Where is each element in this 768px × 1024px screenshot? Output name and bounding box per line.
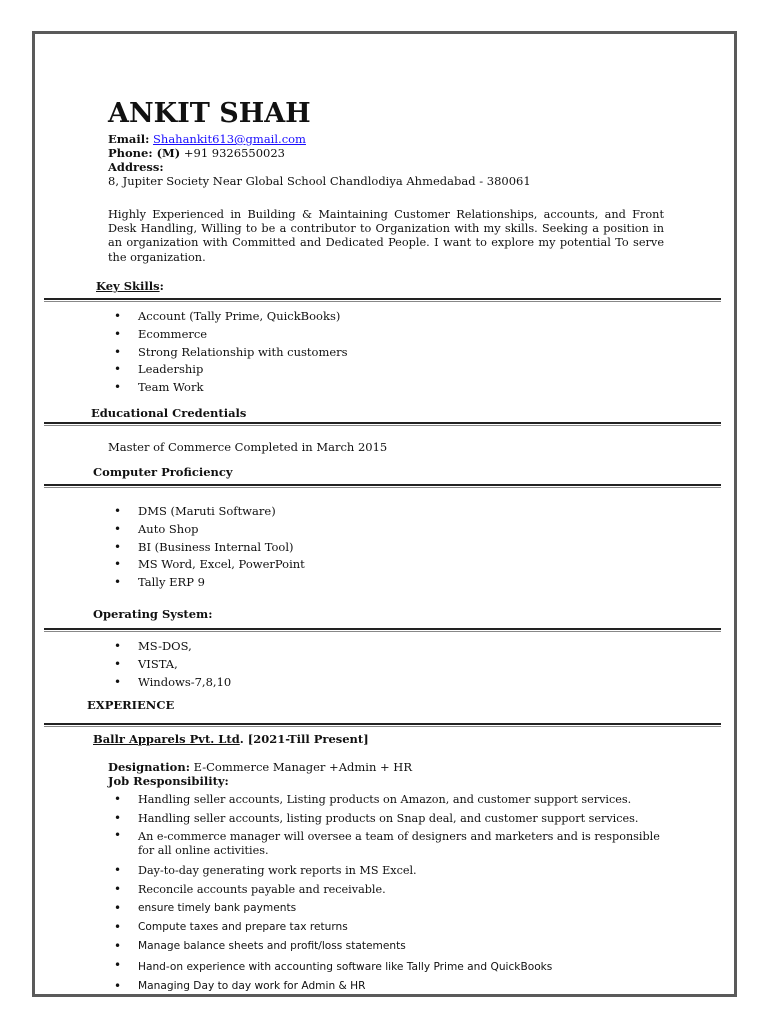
address-text: 8, Jupiter Society Near Global School Chandlodiya Ahmedabad - 380061 [108, 174, 531, 188]
company-period: . [2021-Till Present] [239, 732, 369, 746]
experience-heading: EXPERIENCE [87, 698, 175, 712]
designation-line [108, 760, 412, 774]
list-item: • MS Word, Excel, PowerPoint [114, 556, 305, 574]
key-skills-colon: : [159, 279, 164, 293]
key-skills-title: Key Skills [96, 279, 160, 293]
section-divider [44, 298, 721, 302]
section-divider [44, 422, 721, 426]
list-item: • Windows-7,8,10 [114, 674, 231, 692]
list-item: • Handling seller accounts, listing products on Snap deal, and customer support services. [114, 809, 664, 828]
list-item: • Compute taxes and prepare tax returns [114, 918, 664, 937]
phone-line [108, 146, 285, 160]
candidate-name: ANKIT SHAH [108, 98, 311, 129]
address-label: Address: [108, 160, 164, 174]
list-item: • ensure timely bank payments [114, 899, 664, 918]
phone-number: +91 9326550023 [183, 146, 285, 160]
os-heading: Operating System: [93, 607, 213, 621]
computer-list [114, 503, 305, 592]
email-line [108, 132, 306, 146]
list-item: • Hand-on experience with accounting software like Tally Prime and QuickBooks [114, 956, 664, 977]
list-item: • MS-DOS, [114, 638, 231, 656]
company-name: Ballr Apparels Pvt. Ltd [93, 732, 240, 746]
education-heading: Educational Credentials [91, 406, 247, 420]
list-item: • Strong Relationship with customers [114, 344, 348, 362]
list-item: • Reconcile accounts payable and receivable. [114, 880, 664, 899]
phone-label: Phone: (M) [108, 146, 181, 160]
key-skills-heading [96, 279, 164, 293]
list-item: • VISTA, [114, 656, 231, 674]
list-item: • Ecommerce [114, 326, 348, 344]
section-divider [44, 484, 721, 488]
list-item: • Account (Tally Prime, QuickBooks) [114, 308, 348, 326]
profile-summary: Highly Experienced in Building & Maintaining Customer Relationships, accounts, and Front Desk Handling, Willing to be a contributor to Organization with my skills. Seeking a position in an organization with Committed and Dedicated People. I want to explore my potential To serve the organization. [108, 208, 664, 264]
section-divider [44, 723, 721, 727]
list-item: • Team Work [114, 379, 348, 397]
list-item: • DMS (Maruti Software) [114, 503, 305, 521]
responsibility-label: Job Responsibility: [108, 774, 229, 788]
list-item: • Auto Shop [114, 521, 305, 539]
os-list [114, 638, 231, 691]
list-item: • An e-commerce manager will oversee a team of designers and marketers and is responsible for all online activities. [114, 828, 664, 861]
email-link[interactable]: Shahankit613@gmail.com [153, 132, 306, 146]
section-divider [44, 628, 721, 632]
list-item: • Day-to-day generating work reports in MS Excel. [114, 861, 664, 880]
education-text: Master of Commerce Completed in March 2015 [108, 440, 388, 454]
list-item: • BI (Business Internal Tool) [114, 539, 305, 557]
computer-heading: Computer Proficiency [93, 465, 233, 479]
list-item: • Managing Day to day work for Admin & HR [114, 977, 664, 996]
list-item: • Manage balance sheets and profit/loss statements [114, 937, 664, 956]
designation-value: E-Commerce Manager +Admin + HR [193, 760, 412, 774]
email-label: Email: [108, 132, 150, 146]
responsibility-list [114, 790, 664, 996]
company-line [93, 732, 369, 746]
key-skills-list [114, 308, 348, 397]
list-item: • Tally ERP 9 [114, 574, 305, 592]
designation-label: Designation: [108, 760, 190, 774]
list-item: • Handling seller accounts, Listing products on Amazon, and customer support services. [114, 790, 664, 809]
list-item: • Leadership [114, 361, 348, 379]
